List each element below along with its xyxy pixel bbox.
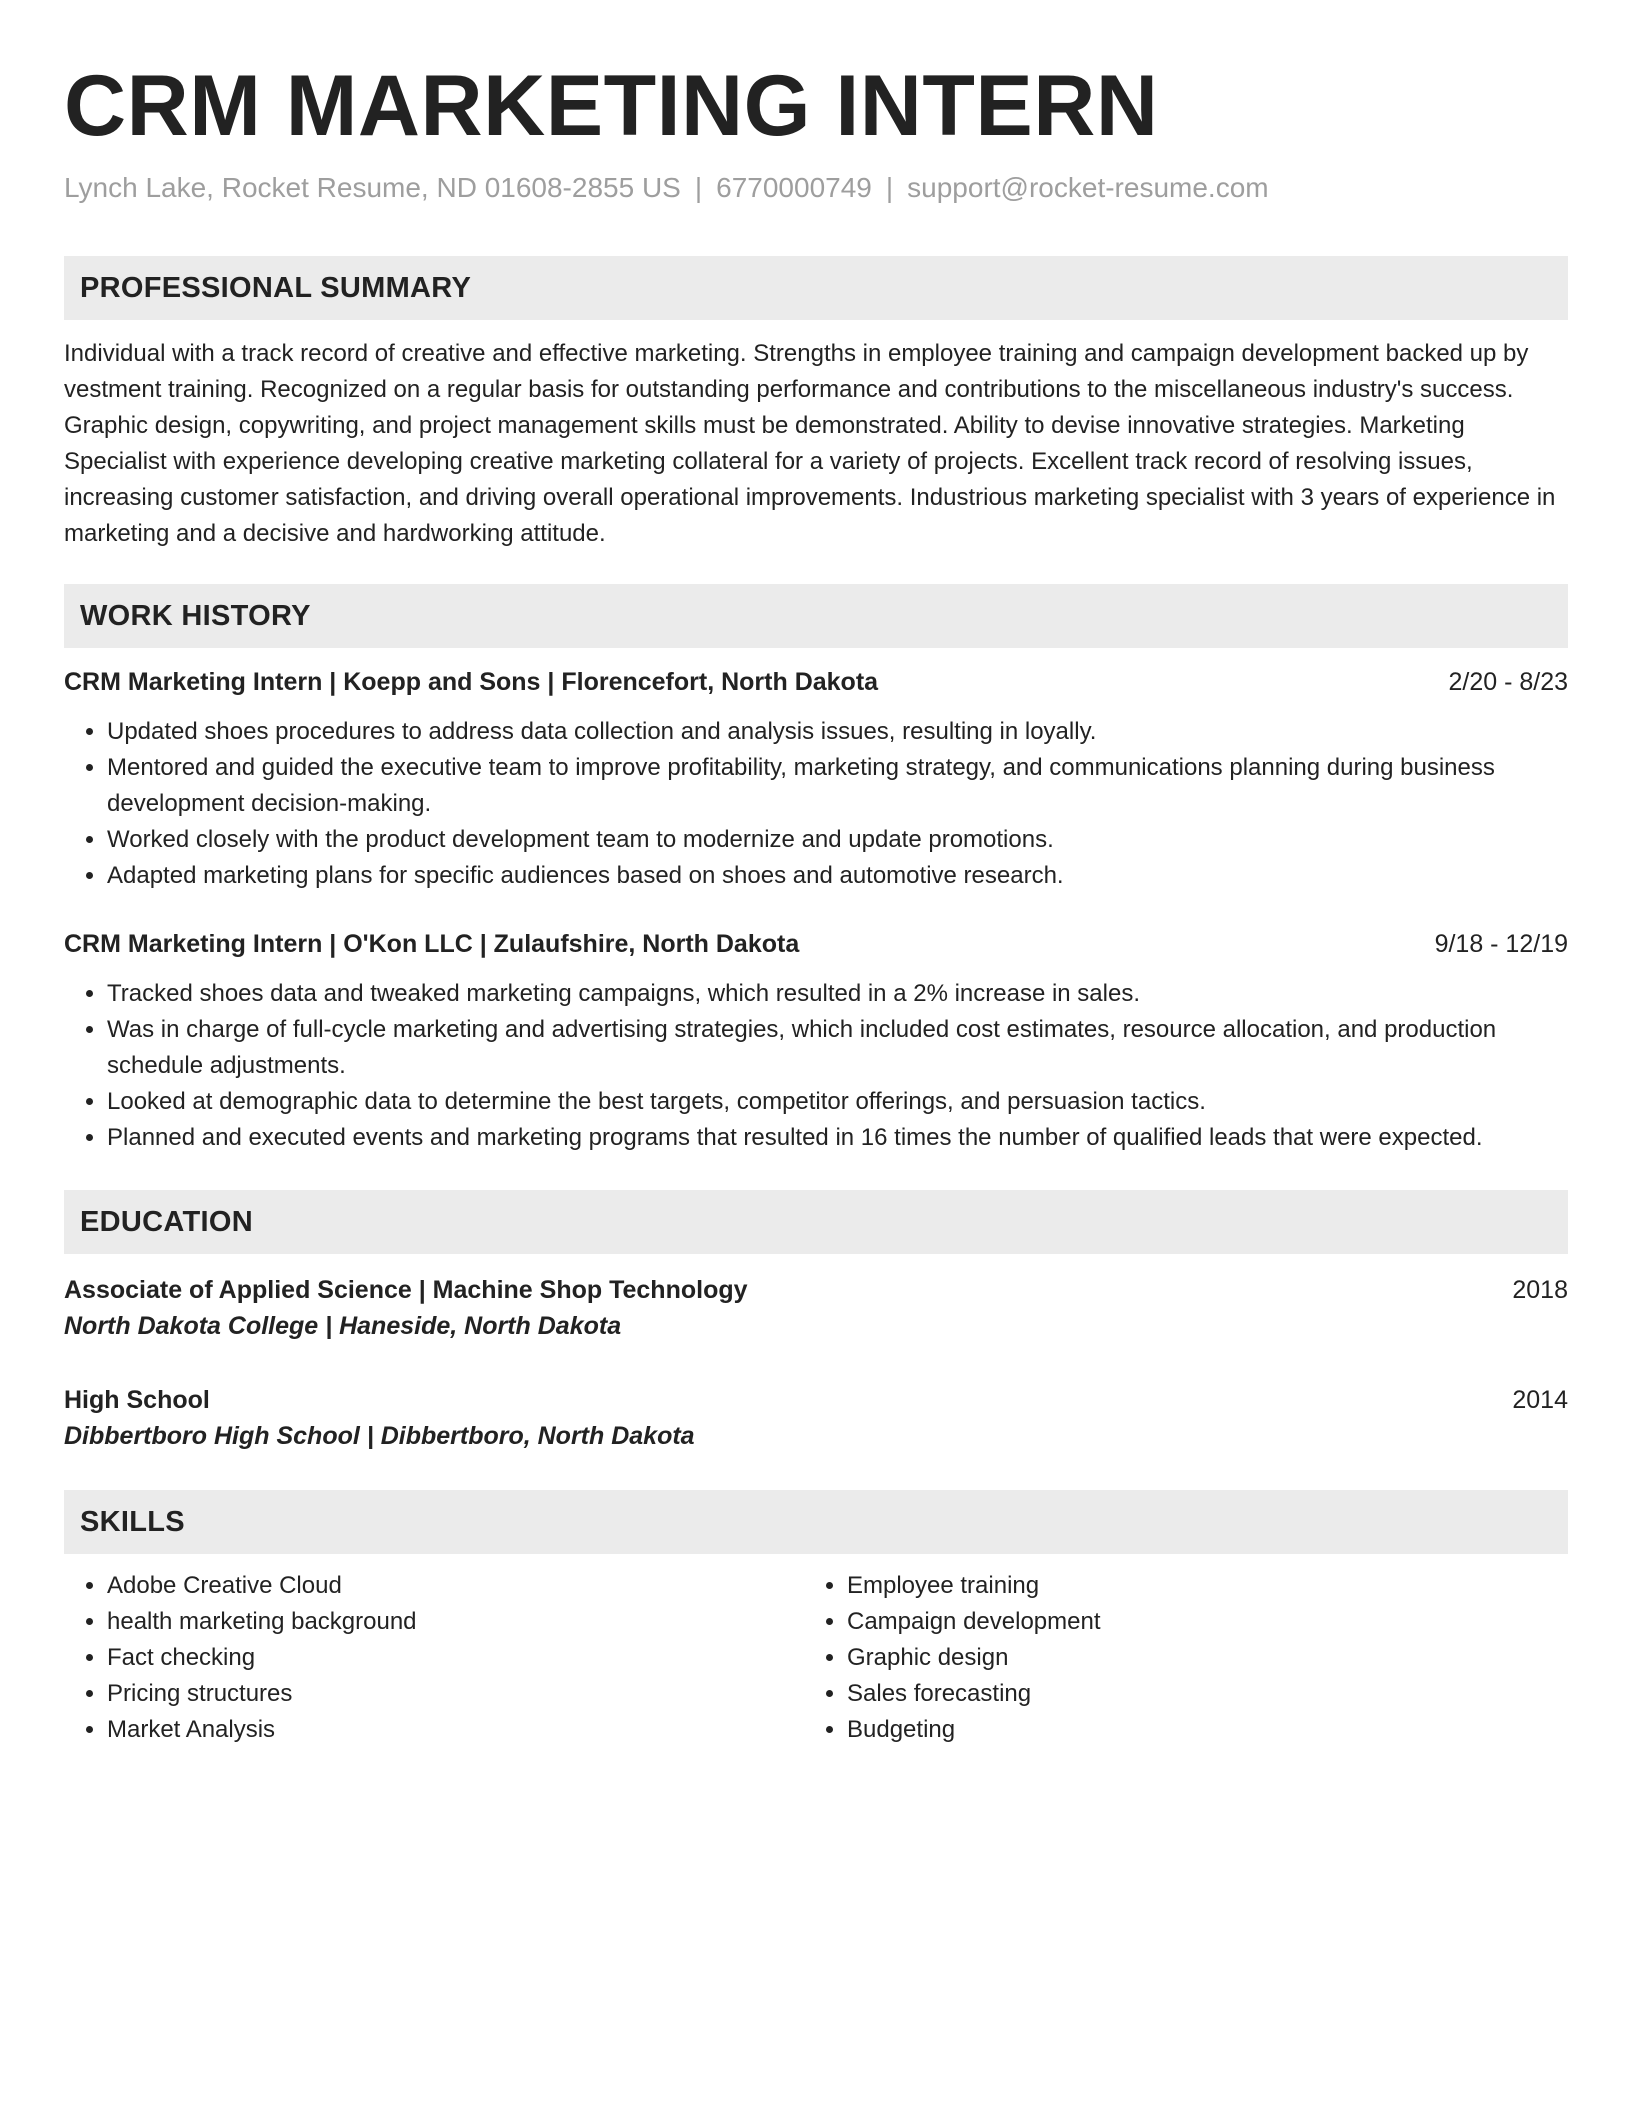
- job-bullet: • Updated shoes procedures to address data collection and analysis issues, resulting in loyally.: [107, 714, 1568, 750]
- skill-item: • Employee training: [847, 1568, 1544, 1604]
- job-entry: [64, 664, 1568, 894]
- education-degree: High School: [64, 1386, 210, 1414]
- job-header: [64, 664, 1568, 700]
- skill-item: • Market Analysis: [107, 1712, 804, 1748]
- summary-heading: PROFESSIONAL SUMMARY: [64, 256, 1568, 320]
- skills-list: [64, 1568, 1568, 1748]
- skill-item: • Pricing structures: [107, 1676, 804, 1712]
- education-school: North Dakota College | Haneside, North Dakota: [64, 1312, 622, 1340]
- job-bullet: • Planned and executed events and marketing programs that resulted in 16 times the number of qualified leads that were expected.: [107, 1120, 1568, 1156]
- candidate-name: CRM MARKETING INTERN: [64, 58, 1159, 154]
- job-title: CRM Marketing Intern | O'Kon LLC | Zulaufshire, North Dakota: [64, 930, 800, 958]
- job-header: [64, 926, 1568, 962]
- skill-item: • health marketing background: [107, 1604, 804, 1640]
- education-entry: [64, 1382, 1568, 1454]
- job-bullet: • Mentored and guided the executive team to improve profitability, marketing strategy, and communications planning during business development decision-making.: [107, 750, 1568, 822]
- work-history-heading: WORK HISTORY: [64, 584, 1568, 648]
- education-header: [64, 1382, 1568, 1418]
- education-entry: [64, 1272, 1568, 1344]
- job-bullet: • Worked closely with the product development team to modernize and update promotions.: [107, 822, 1568, 858]
- skill-item: • Fact checking: [107, 1640, 804, 1676]
- education-header: [64, 1272, 1568, 1308]
- job-bullet: • Was in charge of full-cycle marketing and advertising strategies, which included cost estimates, resource allocation, and production schedule adjustments.: [107, 1012, 1568, 1084]
- skills-heading: SKILLS: [64, 1490, 1568, 1554]
- job-dates: 2/20 - 8/23: [1448, 668, 1568, 696]
- contact-phone: 6770000749: [716, 172, 872, 203]
- education-degree: Associate of Applied Science | Machine Shop Technology: [64, 1276, 748, 1304]
- skill-item: • Adobe Creative Cloud: [107, 1568, 804, 1604]
- contact-separator: |: [694, 172, 703, 203]
- skill-item: • Budgeting: [847, 1712, 1544, 1748]
- job-bullet: • Looked at demographic data to determine the best targets, competitor offerings, and persuasion tactics.: [107, 1084, 1568, 1120]
- skill-item: • Sales forecasting: [847, 1676, 1544, 1712]
- summary-text: Individual with a track record of creative and effective marketing. Strengths in employee training and campaign development backed up by vestment training. Recognized on a regular basis for outstanding performance and contributions to the miscellaneous industry's success. Graphic design, copywriting, and project management skills must be demonstrated. Ability to devise innovative strategies. Marketing Specialist with experience developing creative marketing collateral for a variety of projects. Excellent track record of resolving issues, increasing customer satisfaction, and driving overall operational improvements. Industrious marketing specialist with 3 years of experience in marketing and a decisive and hardworking attitude.: [64, 340, 1556, 547]
- job-title: CRM Marketing Intern | Koepp and Sons | Florencefort, North Dakota: [64, 668, 879, 696]
- job-bullets: [64, 976, 1568, 1156]
- job-bullets: [64, 714, 1568, 894]
- contact-address: Lynch Lake, Rocket Resume, ND 01608-2855 US: [64, 172, 681, 203]
- education-heading: EDUCATION: [64, 1190, 1568, 1254]
- job-entry: [64, 926, 1568, 1156]
- contact-email: support@rocket-resume.com: [907, 172, 1269, 203]
- job-bullet: • Adapted marketing plans for specific audiences based on shoes and automotive research.: [107, 858, 1568, 894]
- skill-item: • Graphic design: [847, 1640, 1544, 1676]
- skills-column-left: [64, 1568, 804, 1748]
- skill-item: • Campaign development: [847, 1604, 1544, 1640]
- skills-column-right: [804, 1568, 1544, 1748]
- education-year: 2014: [1512, 1386, 1568, 1414]
- contact-line: [64, 168, 1568, 208]
- job-dates: 9/18 - 12/19: [1434, 930, 1568, 958]
- education-year: 2018: [1512, 1276, 1568, 1304]
- job-bullet: • Tracked shoes data and tweaked marketing campaigns, which resulted in a 2% increase in sales.: [107, 976, 1568, 1012]
- education-school: Dibbertboro High School | Dibbertboro, North Dakota: [64, 1422, 695, 1450]
- contact-separator: |: [885, 172, 894, 203]
